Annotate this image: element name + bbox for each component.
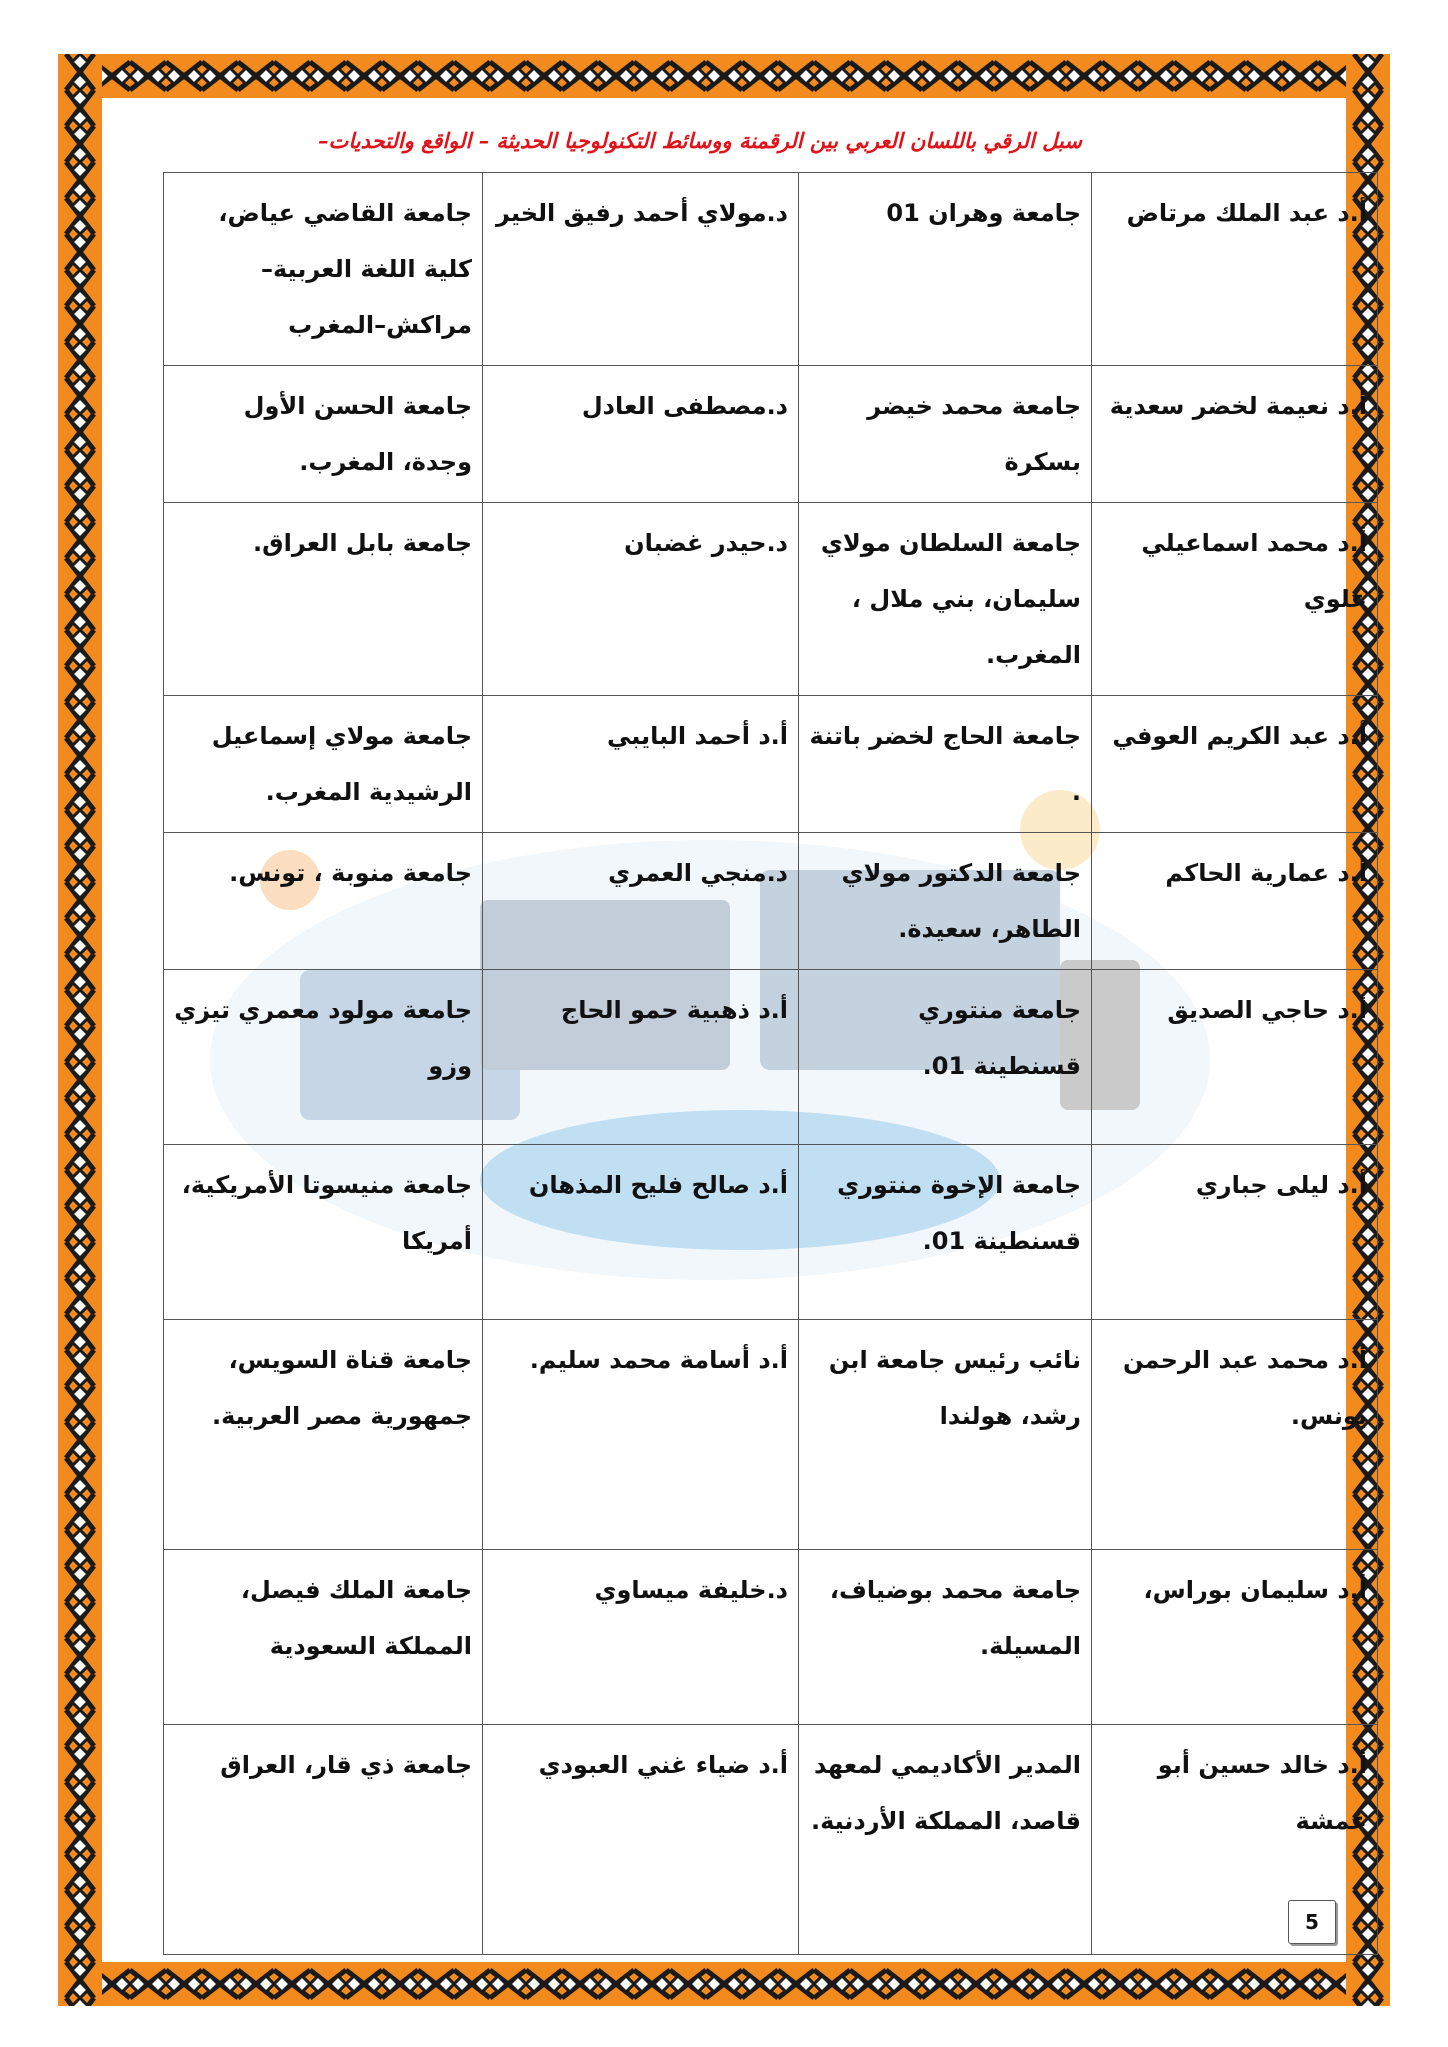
counterpart-name-cell: أ.د ضياء غني العبودي [483,1725,799,1955]
person-name-cell: أ.د خالد حسين أبو عمشة [1092,1725,1378,1955]
table-row [164,1725,1378,1955]
counterpart-affiliation-cell: جامعة الملك فيصل، المملكة السعودية [164,1550,483,1725]
counterpart-name-cell: د.مصطفى العادل [483,366,799,503]
counterpart-name-cell: أ.د ذهبية حمو الحاج [483,970,799,1145]
counterpart-name-cell: أ.د أسامة محمد سليم. [483,1320,799,1550]
counterpart-affiliation-cell: جامعة بابل العراق. [164,503,483,696]
person-name-cell: أ.د نعيمة لخضر سعدية [1092,366,1378,503]
counterpart-affiliation-cell: جامعة ذي قار، العراق [164,1725,483,1955]
decorative-border-top [58,54,1390,98]
page-number: 5 [1288,1900,1336,1944]
person-institution-cell: جامعة وهران 01 [799,173,1092,366]
person-name-cell: أ.د عمارية الحاكم [1092,833,1378,970]
person-institution-cell: المدير الأكاديمي لمعهد قاصد، المملكة الأردنية. [799,1725,1092,1955]
person-name-cell: أ.د حاجي الصديق [1092,970,1378,1145]
counterpart-affiliation-cell: جامعة مولاي إسماعيل الرشيدية المغرب. [164,696,483,833]
table-row [164,833,1378,970]
table-row [164,1550,1378,1725]
counterpart-name-cell: أ.د صالح فليح المذهان [483,1145,799,1320]
person-institution-cell: جامعة منتوري قسنطينة 01. [799,970,1092,1145]
person-institution-cell: جامعة الإخوة منتوري قسنطينة 01. [799,1145,1092,1320]
person-name-cell: أ.د محمد عبد الرحمن يونس. [1092,1320,1378,1550]
counterpart-affiliation-cell: جامعة منيسوتا الأمريكية، أمريكا [164,1145,483,1320]
counterpart-name-cell: د.مولاي أحمد رفيق الخير [483,173,799,366]
person-name-cell: أ.د محمد اسماعيلي علوي [1092,503,1378,696]
table-row [164,970,1378,1145]
person-name-cell: أ.د سليمان بوراس، [1092,1550,1378,1725]
counterpart-affiliation-cell: جامعة منوبة ، تونس. [164,833,483,970]
table-row [164,696,1378,833]
person-institution-cell: نائب رئيس جامعة ابن رشد، هولندا [799,1320,1092,1550]
page-header: سبل الرقي باللسان العربي بين الرقمنة ووسائط التكنولوجيا الحديثة – الواقع والتحديات– [318,128,1082,153]
counterpart-affiliation-cell: جامعة القاضي عياض، كلية اللغة العربية– مراكش–المغرب [164,173,483,366]
counterpart-affiliation-cell: جامعة الحسن الأول وجدة، المغرب. [164,366,483,503]
decorative-border-left [58,54,102,2006]
table-row [164,503,1378,696]
table-row [164,1145,1378,1320]
table-row [164,366,1378,503]
person-institution-cell: جامعة محمد خيضر بسكرة [799,366,1092,503]
person-institution-cell: جامعة السلطان مولاي سليمان، بني ملال ، المغرب. [799,503,1092,696]
decorative-border-bottom [58,1962,1390,2006]
counterpart-affiliation-cell: جامعة مولود معمري تيزي وزو [164,970,483,1145]
table-row [164,1320,1378,1550]
person-name-cell: أ.د عبد الملك مرتاض [1092,173,1378,366]
person-institution-cell: جامعة محمد بوضياف، المسيلة. [799,1550,1092,1725]
counterpart-name-cell: د.منجي العمري [483,833,799,970]
person-name-cell: أ.د ليلى جباري [1092,1145,1378,1320]
counterpart-name-cell: أ.د أحمد البايبي [483,696,799,833]
committee-table [163,172,1378,1955]
table-row [164,173,1378,366]
counterpart-name-cell: د.خليفة ميساوي [483,1550,799,1725]
counterpart-name-cell: د.حيدر غضبان [483,503,799,696]
person-institution-cell: جامعة الدكتور مولاي الطاهر، سعيدة. [799,833,1092,970]
person-institution-cell: جامعة الحاج لخضر باتنة . [799,696,1092,833]
person-name-cell: أ.د عبد الكريم العوفي [1092,696,1378,833]
counterpart-affiliation-cell: جامعة قناة السويس، جمهورية مصر العربية. [164,1320,483,1550]
